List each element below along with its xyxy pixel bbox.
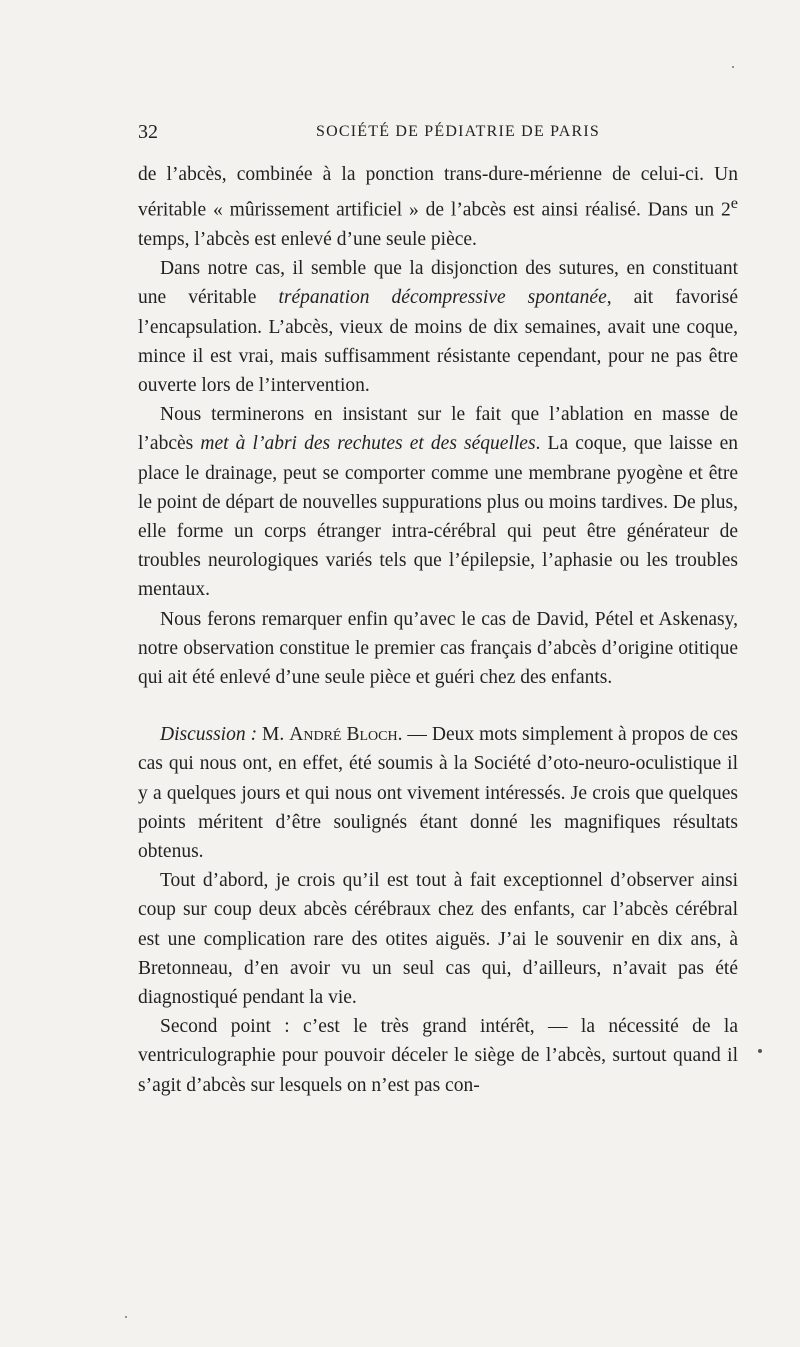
paragraph-7: Second point : c’est le très grand intérêt, — la nécessité de la ventriculographie pour pouvoir déceler le siège de l’abcès, surtout quand il s’agit d’abcès sur lesquels on n’est pas con- bbox=[138, 1016, 738, 1096]
paragraph-2-end: , ait favorisé l’encapsulation. L’abcès, vieux de moins de dix semaines, avait une coque, mince il est vrai, mais suffisamment résistante cependant, pour ne pas être ouverte lors de l’intervention. bbox=[138, 287, 739, 396]
superscript-e: e bbox=[730, 194, 738, 213]
journal-title: SOCIÉTÉ DE PÉDIATRIE DE PARIS bbox=[316, 123, 600, 140]
discussion-label: Discussion : bbox=[160, 724, 258, 746]
running-head bbox=[138, 121, 738, 147]
paragraph-2 bbox=[138, 254, 738, 400]
paper-speck bbox=[732, 66, 734, 68]
paragraph-6: Tout d’abord, je crois qu’il est tout à fait exceptionnel d’observer ainsi coup sur coup deux abcès cérébraux chez des enfants, car l’abcès cérébral est une complication rare des otites aiguës. J’ai le souvenir en dix ans, à Bretonneau, d’en avoir vu un seul cas qui, d’ailleurs, n’avait pas été diagnostiqué pendant la vie. bbox=[138, 870, 738, 1008]
page-number: 32 bbox=[138, 121, 158, 143]
paragraph-2-italic: trépanation décompressive spontanée bbox=[278, 287, 607, 309]
paragraph-4: Nous ferons remarquer enfin qu’avec le cas de David, Pétel et Askenasy, notre observation constitue le premier cas français d’abcès d’origine otitique qui ait été enlevé d’une seule pièce et guéri chez des enfants. bbox=[138, 608, 738, 688]
paragraph-2-start: Dans notre cas, il semble que la disjonction des sutures, en constituant une véritable bbox=[138, 258, 738, 309]
paragraph-1-end: temps, l’abcès est enlevé d’une seule pièce. bbox=[138, 228, 477, 250]
speaker-name: André Bloch bbox=[289, 724, 398, 746]
discussion-text: . — Deux mots simplement à propos de ces cas qui nous ont, en effet, été soumis à la Société d’oto-neuro-oculistique il y a quelques jours et qui nous ont vivement intéressés. Je crois que quelques points méritent d’être soulignés étant donné les magnifiques résultats obtenus. bbox=[138, 724, 738, 862]
margin-dot bbox=[758, 1049, 762, 1053]
paragraph-3-end: . La coque, que laisse en place le drainage, peut se comporter comme une membrane pyogène et être le point de départ de nouvelles suppurations plus ou moins tardives. De plus, elle forme un corps étranger intra-cérébral qui peut être générateur de troubles neurologiques variés tels que l’épilepsie, l’aphasie ou les troubles mentaux. bbox=[138, 433, 739, 601]
paper-speck bbox=[125, 1316, 127, 1318]
body-text bbox=[138, 160, 738, 1100]
paragraph-discussion bbox=[138, 720, 738, 866]
paragraph-1 bbox=[138, 160, 738, 254]
discussion-m: M. bbox=[257, 724, 290, 746]
paragraph-3 bbox=[138, 400, 738, 604]
paragraph-3-italic: met à l’abri des rechutes et des séquelles bbox=[200, 433, 536, 455]
paragraph-1-text: de l’abcès, combinée à la ponction trans-dure-mérienne de celui-ci. Un véritable « mûrissement artificiel » de l’abcès est ainsi réalisé. Dans un 2 bbox=[138, 164, 738, 221]
paragraph-3-start: Nous terminerons en insistant sur le fait que l’ablation en masse de l’abcès bbox=[138, 404, 738, 455]
